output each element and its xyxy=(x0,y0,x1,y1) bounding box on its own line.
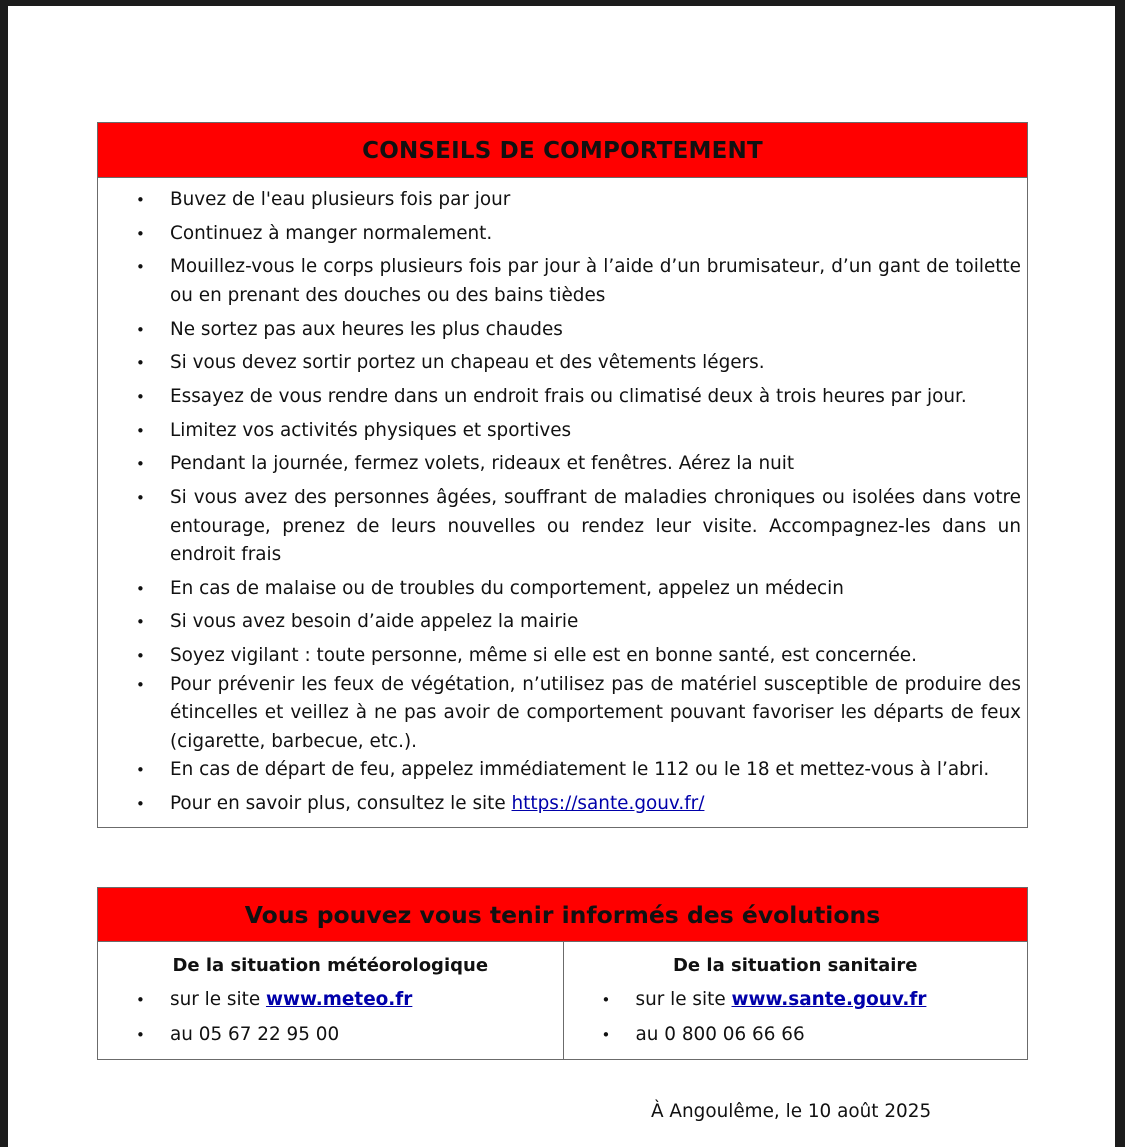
bullet-icon: • xyxy=(601,1026,611,1044)
list-item: • Pour prévenir les feux de végétation, n’utilisez pas de matériel susceptible de produire des étincelles et veillez à ne pas avoir de comportement pouvant favoriser les départs de feux (cigarette, barbecue, etc.). xyxy=(98,671,1021,757)
weather-heading: De la situation météorologique xyxy=(172,955,489,976)
bullet-icon: • xyxy=(136,489,145,507)
bullet-icon: • xyxy=(136,579,145,598)
advice-box xyxy=(97,122,1028,828)
health-heading: De la situation sanitaire xyxy=(672,955,918,976)
list-item: • Continuez à manger normalement. xyxy=(98,220,1021,249)
document-page xyxy=(8,6,1115,1147)
meteo-link[interactable]: www.meteo.fr xyxy=(265,989,413,1010)
bullet-icon: • xyxy=(136,794,145,813)
place-date: À Angoulême, le 10 août 2025 xyxy=(651,1101,932,1122)
bullet-icon: • xyxy=(601,991,611,1009)
list-item: • Ne sortez pas aux heures les plus chaudes xyxy=(98,316,1021,345)
bullet-icon: • xyxy=(136,354,145,373)
weather-list xyxy=(98,986,563,1049)
bullet-icon: • xyxy=(136,613,145,632)
sante-link[interactable]: https://sante.gouv.fr/ xyxy=(511,792,705,814)
list-item: • Soyez vigilant : toute personne, même si elle est en bonne santé, est concernée. xyxy=(98,642,1021,671)
list-item: • Pendant la journée, fermez volets, rideaux et fenêtres. Aérez la nuit xyxy=(98,450,1021,479)
bullet-icon: • xyxy=(136,455,145,474)
bullet-icon: • xyxy=(136,320,145,339)
list-item: • Si vous avez besoin d’aide appelez la mairie xyxy=(98,608,1021,637)
weather-phone: au 05 67 22 95 00 xyxy=(170,1024,340,1045)
list-item: • sur le site www.sante.gouv.fr xyxy=(564,986,1028,1014)
sante-site-link[interactable]: www.sante.gouv.fr xyxy=(731,989,927,1010)
list-item: • sur le site www.meteo.fr xyxy=(98,986,563,1014)
list-item: • Pour en savoir plus, consultez le site https://sante.gouv.fr/ xyxy=(98,790,1021,819)
bullet-icon: • xyxy=(136,647,145,666)
list-item: • Si vous avez des personnes âgées, souffrant de maladies chroniques ou isolées dans votre entourage, prenez de leurs nouvelles ou rendez leur visite. Accompagnez-les dans un endroit frais xyxy=(98,484,1021,570)
bullet-icon: • xyxy=(136,1026,145,1044)
bullet-icon: • xyxy=(136,421,145,440)
bullet-icon: • xyxy=(136,258,145,277)
advice-title: CONSEILS DE COMPORTEMENT xyxy=(98,123,1027,178)
info-title: Vous pouvez vous tenir informés des évolutions xyxy=(98,888,1027,942)
list-item: • Buvez de l'eau plusieurs fois par jour xyxy=(98,186,1021,215)
health-column xyxy=(563,942,1028,1059)
bullet-icon: • xyxy=(136,191,145,209)
list-item: • En cas de malaise ou de troubles du comportement, appelez un médecin xyxy=(98,575,1021,604)
info-box xyxy=(97,887,1028,1060)
bullet-icon: • xyxy=(136,675,145,694)
bullet-icon: • xyxy=(136,991,145,1009)
advice-list xyxy=(98,178,1027,827)
list-item: • Si vous devez sortir portez un chapeau et des vêtements légers. xyxy=(98,349,1021,378)
bullet-icon: • xyxy=(136,387,145,406)
list-item: • Limitez vos activités physiques et sportives xyxy=(98,417,1021,446)
list-item: • Essayez de vous rendre dans un endroit frais ou climatisé deux à trois heures par jour. xyxy=(98,383,1021,412)
info-columns xyxy=(98,942,1027,1059)
health-phone: au 0 800 06 66 66 xyxy=(635,1024,805,1045)
health-list xyxy=(564,986,1028,1049)
list-item xyxy=(98,1021,563,1049)
bullet-icon: • xyxy=(136,224,145,243)
list-item xyxy=(564,1021,1028,1049)
weather-column xyxy=(98,942,563,1059)
list-item: • En cas de départ de feu, appelez immédiatement le 112 ou le 18 et mettez-vous à l’abri. xyxy=(98,756,1021,785)
list-item: • Mouillez-vous le corps plusieurs fois par jour à l’aide d’un brumisateur, d’un gant de toilette ou en prenant des douches ou des bains tièdes xyxy=(98,253,1021,310)
bullet-icon: • xyxy=(136,761,145,780)
